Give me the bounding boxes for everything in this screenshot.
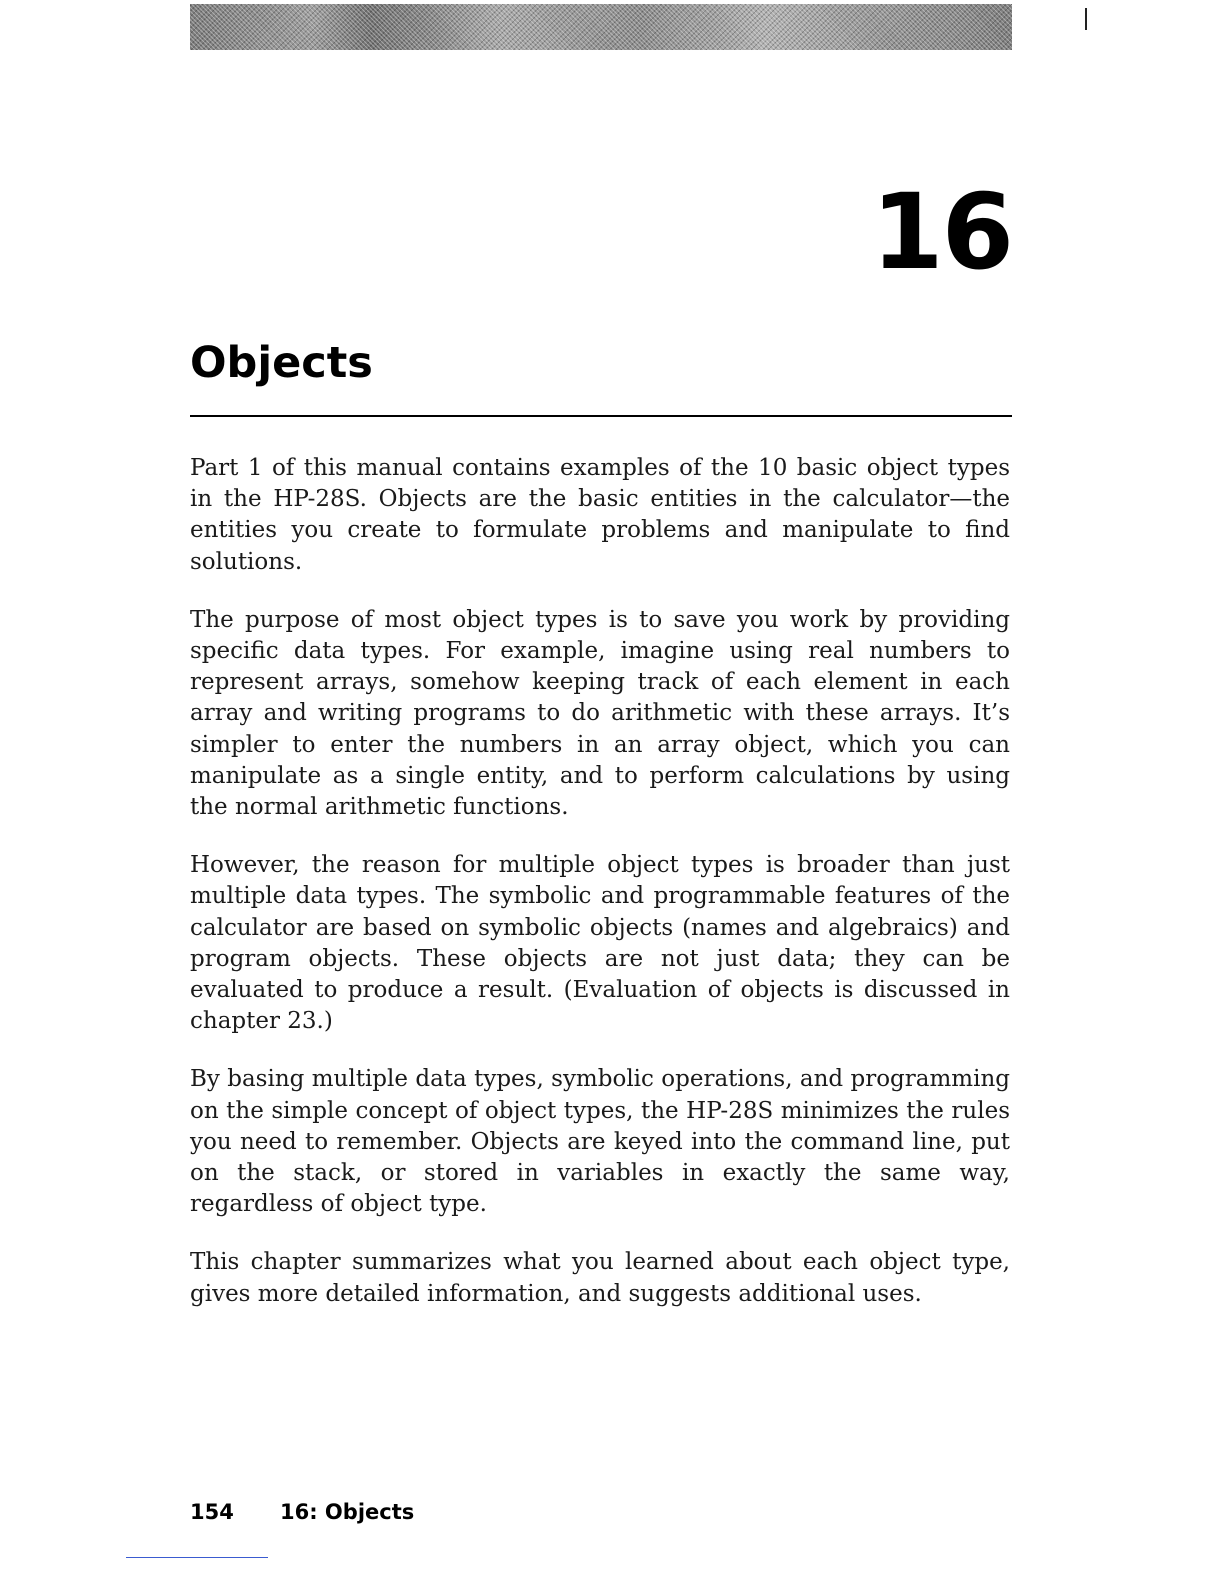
paragraph: This chapter summarizes what you learned about each object type, gives more detailed information, and suggests additional uses. [190, 1249, 1010, 1307]
chapter-title: Objects [190, 338, 373, 388]
margin-mark [1085, 8, 1087, 30]
page-number: 154 [190, 1500, 234, 1524]
title-divider [190, 415, 1012, 417]
body-text [190, 453, 1010, 1337]
running-title: 16: Objects [280, 1500, 415, 1524]
chapter-number: 16 [871, 171, 1012, 293]
page-footer [190, 1500, 414, 1524]
bottom-divider [126, 1557, 268, 1558]
decorative-header-band [190, 4, 1012, 50]
paragraph: However, the reason for multiple object types is broader than just multiple data types. The symbolic and programmable features of the calculator are based on symbolic objects (names and algebraics) and program objects. These objects are not just data; they can be evaluated to produce a result. (Evaluation of objects is discussed in chapter 23.) [190, 852, 1010, 1035]
paragraph: The purpose of most object types is to save you work by providing specific data types. For example, imagine using real numbers to represent arrays, somehow keeping track of each element in each array and writing programs to do arithmetic with these arrays. It’s simpler to enter the numbers in an array object, which you can manipulate as a single entity, and to perform calculations by using the normal arithmetic functions. [190, 606, 1010, 821]
paragraph: By basing multiple data types, symbolic operations, and programming on the simple concept of object types, the HP-28S minimizes the rules you need to remember. Objects are keyed into the command line, put on the stack, or stored in variables in exactly the same way, regardless of object type. [190, 1066, 1010, 1218]
paragraph: Part 1 of this manual contains examples of the 10 basic object types in the HP-28S. Objects are the basic entities in the calculator—the entities you create to formulate problems and manipulate to find solutions. [190, 455, 1010, 575]
